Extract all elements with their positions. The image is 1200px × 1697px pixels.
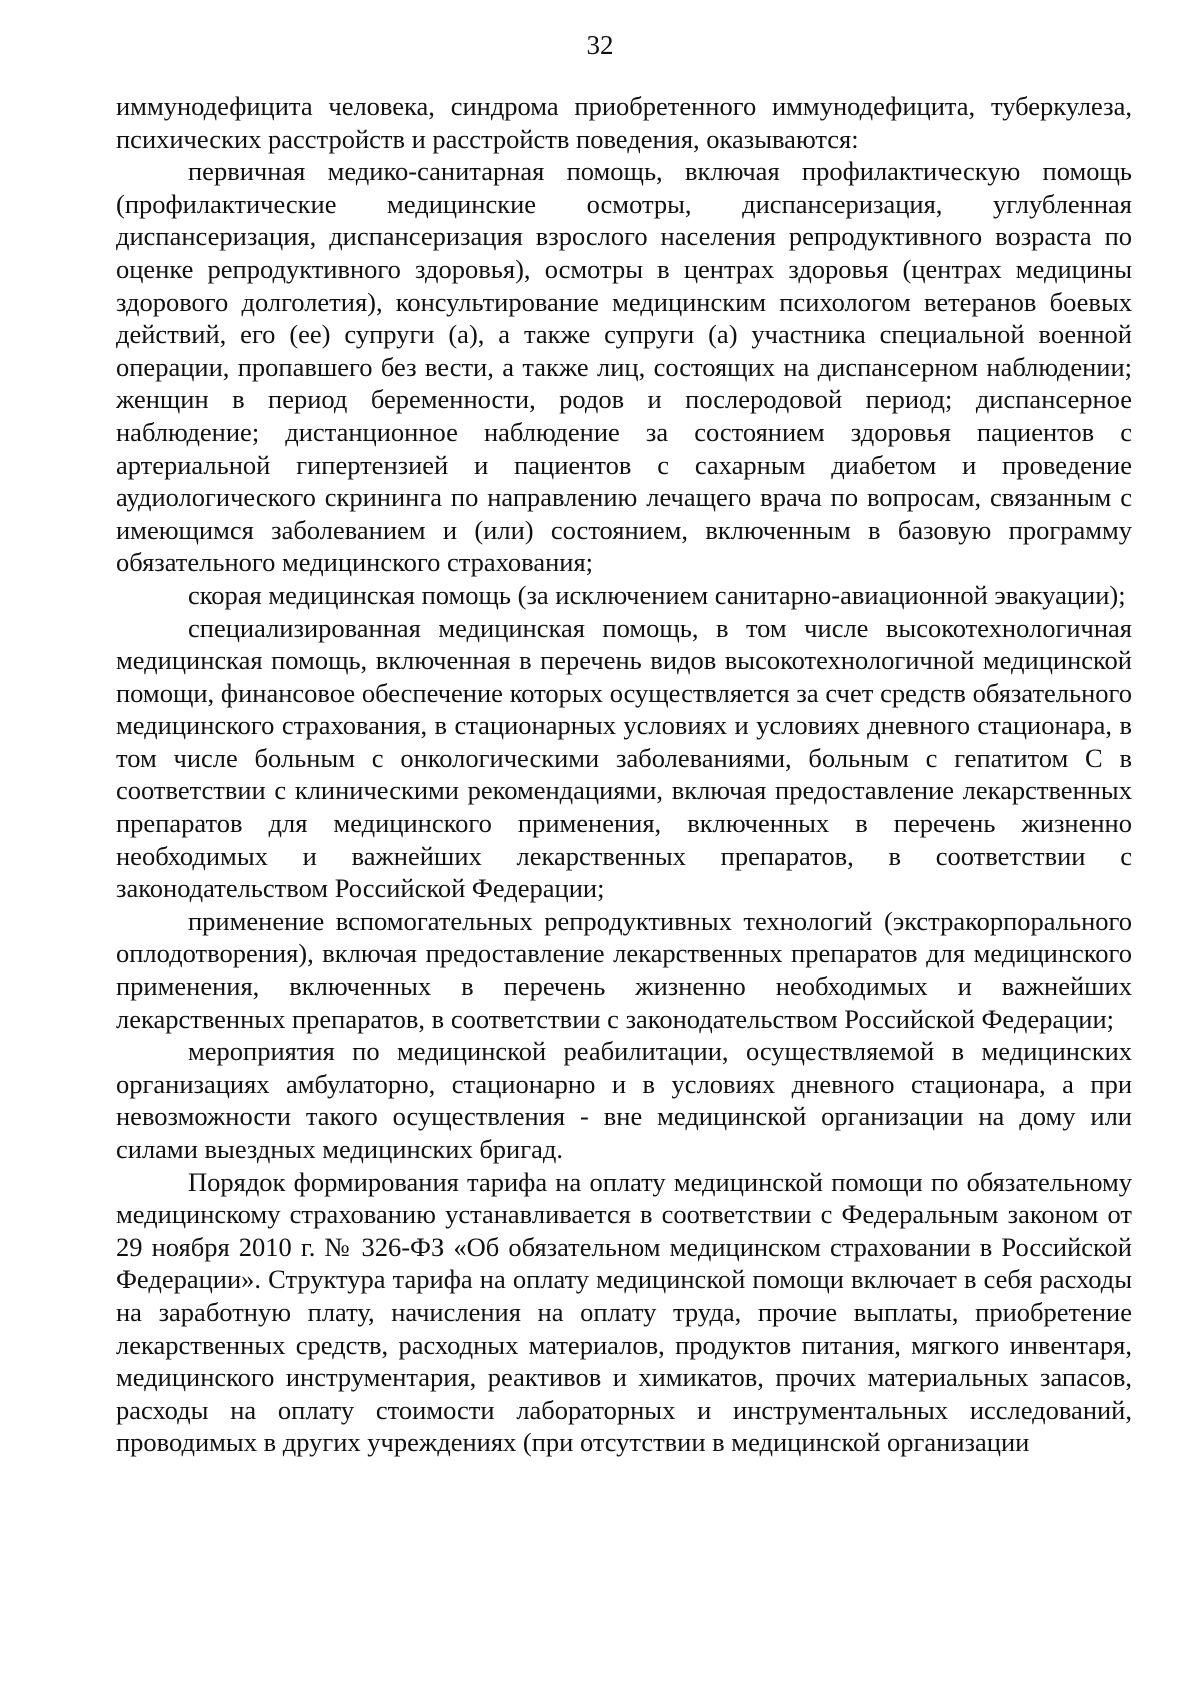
- paragraph-continuation: иммунодефицита человека, синдрома приобретенного иммунодефицита, туберкулеза, психических расстройств и расстройств поведения, оказываются:: [116, 91, 1132, 154]
- paragraph-rehabilitation: мероприятия по медицинской реабилитации, осуществляемой в медицинских организациях амбулаторно, стационарно и в условиях дневного стационара, а при невозможности такого осуществления - вне медицинской организации на дому или силами выездных медицинских бригад.: [116, 1036, 1132, 1164]
- paragraph-specialized-care: специализированная медицинская помощь, в том числе высокотехнологичная медицинская помощь, включенная в перечень видов высокотехнологичной медицинской помощи, финансовое обеспечение которых осуществляется за счет средств обязательного медицинского страхования, в стационарных условиях и условиях дневного стационара, в том числе больным с онкологическими заболеваниями, больным с гепатитом С в соответствии с клиническими рекомендациями, включая предоставление лекарственных препаратов для медицинского применения, включенных в перечень жизненно необходимых и важнейших лекарственных препаратов, в соответствии с законодательством Российской Федерации;: [116, 612, 1132, 904]
- document-body: [116, 90, 1132, 1459]
- paragraph-emergency-care: скорая медицинская помощь (за исключением санитарно-авиационной эвакуации);: [188, 579, 1126, 610]
- page-number: 32: [586, 30, 614, 60]
- paragraph-reproductive-tech: применение вспомогательных репродуктивных технологий (экстракорпорального оплодотворения), включая предоставление лекарственных препаратов для медицинского применения, включенных в перечень жизненно необходимых и важнейших лекарственных препаратов, в соответствии с законодательством Российской Федерации;: [116, 905, 1132, 1034]
- paragraph-tariff: Порядок формирования тарифа на оплату медицинской помощи по обязательному медицинскому страхованию устанавливается в соответствии с Федеральным законом от 29 ноября 2010 г. № 326-ФЗ «Об обязательном медицинском страховании в Российской Федерации». Структура тарифа на оплату медицинской помощи включает в себя расходы на заработную плату, начисления на оплату труда, прочие выплаты, приобретение лекарственных средств, расходных материалов, продуктов питания, мягкого инвентаря, медицинского инструментария, реактивов и химикатов, прочих материальных запасов, расходы на оплату стоимости лабораторных и инструментальных исследований, проводимых в других учреждениях (при отсутствии в медицинской организации: [116, 1166, 1132, 1458]
- paragraph-primary-care: первичная медико-санитарная помощь, включая профилактическую помощь (профилактические медицинские осмотры, диспансеризация, углубленная диспансеризация, диспансеризация взрослого населения репродуктивного возраста по оценке репродуктивного здоровья), осмотры в центрах здоровья (центрах медицины здорового долголетия), консультирование медицинским психологом ветеранов боевых действий, его (ее) супруги (а), а также супруги (а) участника специальной военной операции, пропавшего без вести, а также лиц, состоящих на диспансерном наблюдении; женщин в период беременности, родов и послеродовой период; диспансерное наблюдение; дистанционное наблюдение за состоянием здоровья пациентов с артериальной гипертензией и пациентов с сахарным диабетом и проведение аудиологического скрининга по направлению лечащего врача по вопросам, связанным с имеющимся заболеванием и (или) состоянием, включенным в базовую программу обязательного медицинского страхования;: [116, 156, 1132, 578]
